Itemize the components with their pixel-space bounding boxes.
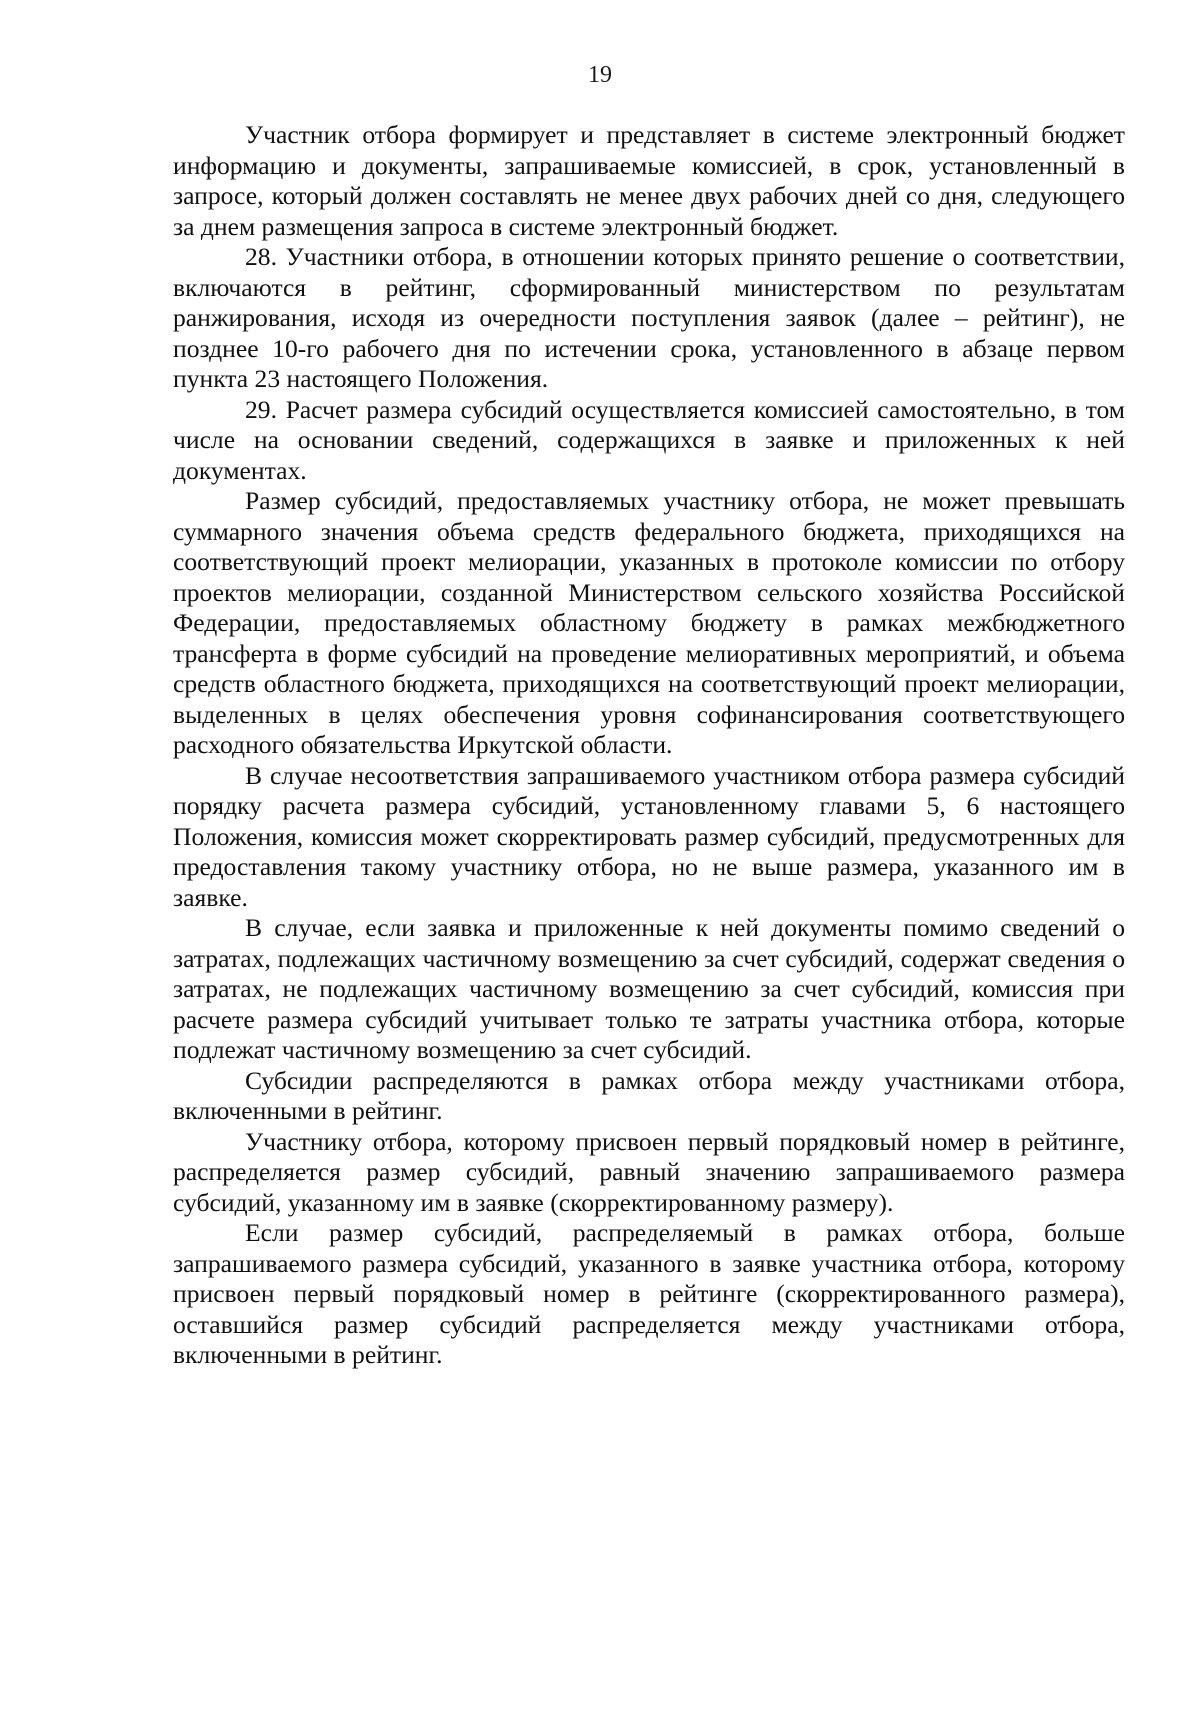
paragraph: В случае, если заявка и приложенные к ней документы помимо сведений о затратах, подлежащих частичному возмещению за счет субсидий, содержат сведения о затратах, не подлежащих частичному возмещению за счет субсидий, комиссия при расчете размера субсидий учитывает только те затраты участника отбора, которые подлежат частичному возмещению за счет субсидий. [173,913,1125,1064]
paragraph: Участник отбора формирует и представляет в системе электронный бюджет информацию и документы, запрашиваемые комиссией, в срок, установленный в запросе, который должен составлять не менее двух рабочих дней со дня, следующего за днем размещения запроса в системе электронный бюджет. [173,120,1125,241]
paragraph: Размер субсидий, предоставляемых участнику отбора, не может превышать суммарного значения объема средств федерального бюджета, приходящихся на соответствующий проект мелиорации, указанных в протоколе комиссии по отбору проектов мелиорации, созданной Министерством сельского хозяйства Российской Федерации, предоставляемых областному бюджету в рамках межбюджетного трансферта в форме субсидий на проведение мелиоративных мероприятий, и объема средств областного бюджета, приходящихся на соответствующий проект мелиорации, выделенных в целях обеспечения уровня софинансирования соответствующего расходного обязательства Иркутской области. [173,486,1125,759]
paragraph: 29. Расчет размера субсидий осуществляется комиссией самостоятельно, в том числе на основании сведений, содержащихся в заявке и приложенных к ней документах. [173,394,1125,485]
paragraph: Субсидии распределяются в рамках отбора между участниками отбора, включенными в рейтинг. [173,1065,1125,1125]
paragraph: Если размер субсидий, распределяемый в рамках отбора, больше запрашиваемого размера субсидий, указанного в заявке участника отбора, которому присвоен первый порядковый номер в рейтинге (скорректированного размера), оставшийся размер субсидий распределяется между участниками отбора, включенными в рейтинг. [173,1218,1125,1369]
paragraph: Участнику отбора, которому присвоен первый порядковый номер в рейтинге, распределяется размер субсидий, равный значению запрашиваемого размера субсидий, указанному им в заявке (скорректированному размеру). [173,1126,1125,1217]
paragraph: 28. Участники отбора, в отношении которых принято решение о соответствии, включаются в рейтинг, сформированный министерством по результатам ранжирования, исходя из очередности поступления заявок (далее – рейтинг), не позднее 10-го рабочего дня по истечении срока, установленного в абзаце первом пункта 23 настоящего Положения. [173,242,1125,393]
page-number: 19 [588,62,612,88]
paragraph: В случае несоответствия запрашиваемого участником отбора размера субсидий порядку расчета размера субсидий, установленному главами 5, 6 настоящего Положения, комиссия может скорректировать размер субсидий, предусмотренных для предоставления такому участнику отбора, но не выше размера, указанного им в заявке. [173,760,1125,912]
document-body [173,120,1125,1371]
